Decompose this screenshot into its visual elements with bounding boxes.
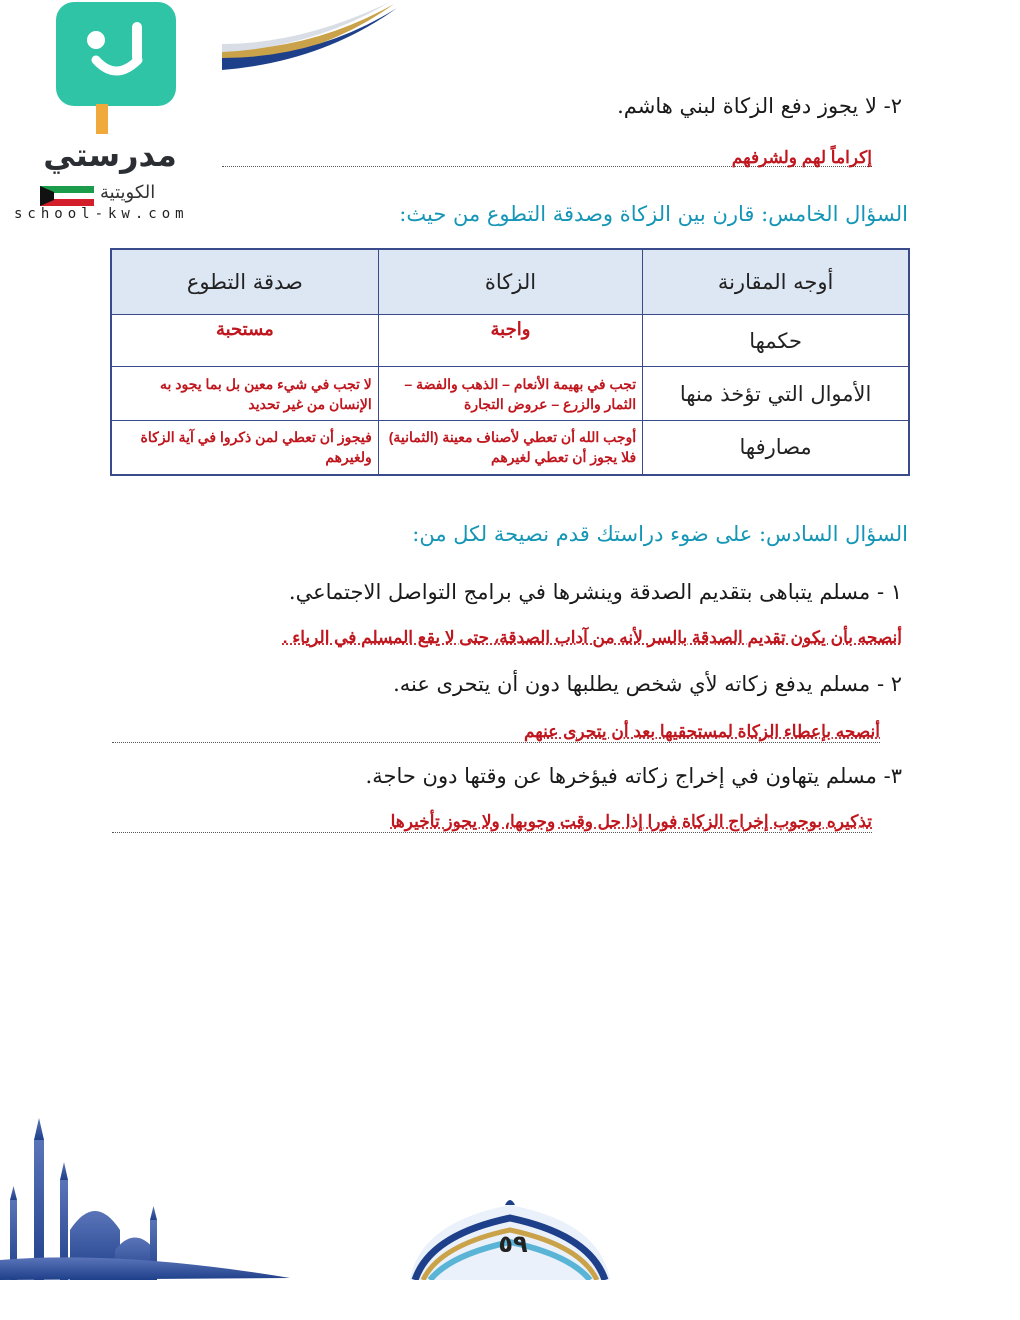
- row-label: مصارفها: [643, 421, 909, 475]
- q4-item2-line: [202, 94, 902, 118]
- q6-item1-answer: أنصحه بأن يكون تقديم الصدقة بالسر لأنه من آداب الصدقة، حتى لا يقع المسلم في الرياء .: [282, 628, 902, 647]
- table-row: [111, 367, 909, 421]
- q4-item2-answer: إكراماً لهم ولشرفهم: [731, 148, 872, 167]
- logo-subtitle: الكويتية: [100, 182, 156, 203]
- zakat-cell: تجب في بهيمة الأنعام – الذهب والفضة – الثمار والزرع – عروض التجارة: [378, 367, 642, 421]
- q5-heading: السؤال الخامس: قارن بين الزكاة وصدقة التطوع من حيث:: [399, 202, 908, 226]
- kuwait-flag-icon: [40, 186, 94, 206]
- sadaqa-cell: مستحبة: [111, 315, 378, 367]
- logo-title: مدرستي: [43, 136, 177, 174]
- q6-item3-text: مسلم يتهاون في إخراج زكاته فيؤخرها عن وقتها دون حاجة.: [365, 764, 877, 788]
- q6-item2-number: ٢ -: [876, 672, 902, 696]
- q6-item2-text: مسلم يدفع زكاته لأي شخص يطلبها دون أن يتحرى عنه.: [393, 672, 871, 696]
- logo-bookmark: [96, 104, 108, 134]
- sadaqa-cell: فيجوز أن تعطي لمن ذكروا في آية الزكاة ولغيرهم: [111, 421, 378, 475]
- zakat-cell: أوجب الله أن تعطي لأصناف معينة (الثمانية) فلا يجوز أن تعطي لغيرهم: [378, 421, 642, 475]
- q6-item2-answer: أنصحه بإعطاء الزكاة لمستحقيها بعد أن يتحرى عنهم: [523, 722, 880, 741]
- table-header-row: [111, 249, 909, 315]
- row-label: الأموال التي تؤخذ منها: [643, 367, 909, 421]
- table-header-cell: الزكاة: [378, 249, 642, 315]
- table-row: [111, 315, 909, 367]
- q6-item1-text: مسلم يتباهى بتقديم الصدقة وينشرها في برامج التواصل الاجتماعي.: [288, 580, 871, 604]
- sadaqa-cell: لا تجب في شيء معين بل بما يجود به الإنسان من غير تحديد: [111, 367, 378, 421]
- q6-item1-line: [122, 580, 902, 604]
- q6-heading: السؤال السادس: على ضوء دراستك قدم نصيحة لكل من:: [412, 522, 908, 546]
- q4-item2-number: ٢-: [883, 94, 902, 118]
- table-header-cell: صدقة التطوع: [111, 249, 378, 315]
- q4-item2-answer-line: [222, 148, 872, 167]
- q6-item3-number: ٣-: [883, 764, 902, 788]
- page-number: ٥٩: [498, 1230, 528, 1258]
- q6-item3-answer-line: [112, 812, 872, 833]
- logo-url: school-kw.com: [14, 206, 189, 222]
- q6-item1-number: ١ -: [876, 580, 902, 604]
- q6-item3-answer: تذكيره بوجوب إخراج الزكاة فورا إذا حل وقت وجوبها، ولا يجوز تأخيرها: [390, 812, 872, 831]
- zakat-cell: واجبة: [378, 315, 642, 367]
- q6-item2-answer-line: [112, 722, 880, 743]
- q6-item3-line: [122, 764, 902, 788]
- top-swoosh-decoration: [222, 0, 402, 72]
- q6-item1-answer-line: [102, 628, 902, 648]
- comparison-table: [110, 248, 910, 476]
- row-label: حكمها: [643, 315, 909, 367]
- table-header-cell: أوجه المقارنة: [643, 249, 909, 315]
- q6-item2-line: [122, 672, 902, 696]
- q4-item2-text: لا يجوز دفع الزكاة لبني هاشم.: [617, 94, 877, 118]
- table-row: [111, 421, 909, 475]
- logo-icon: [56, 2, 176, 106]
